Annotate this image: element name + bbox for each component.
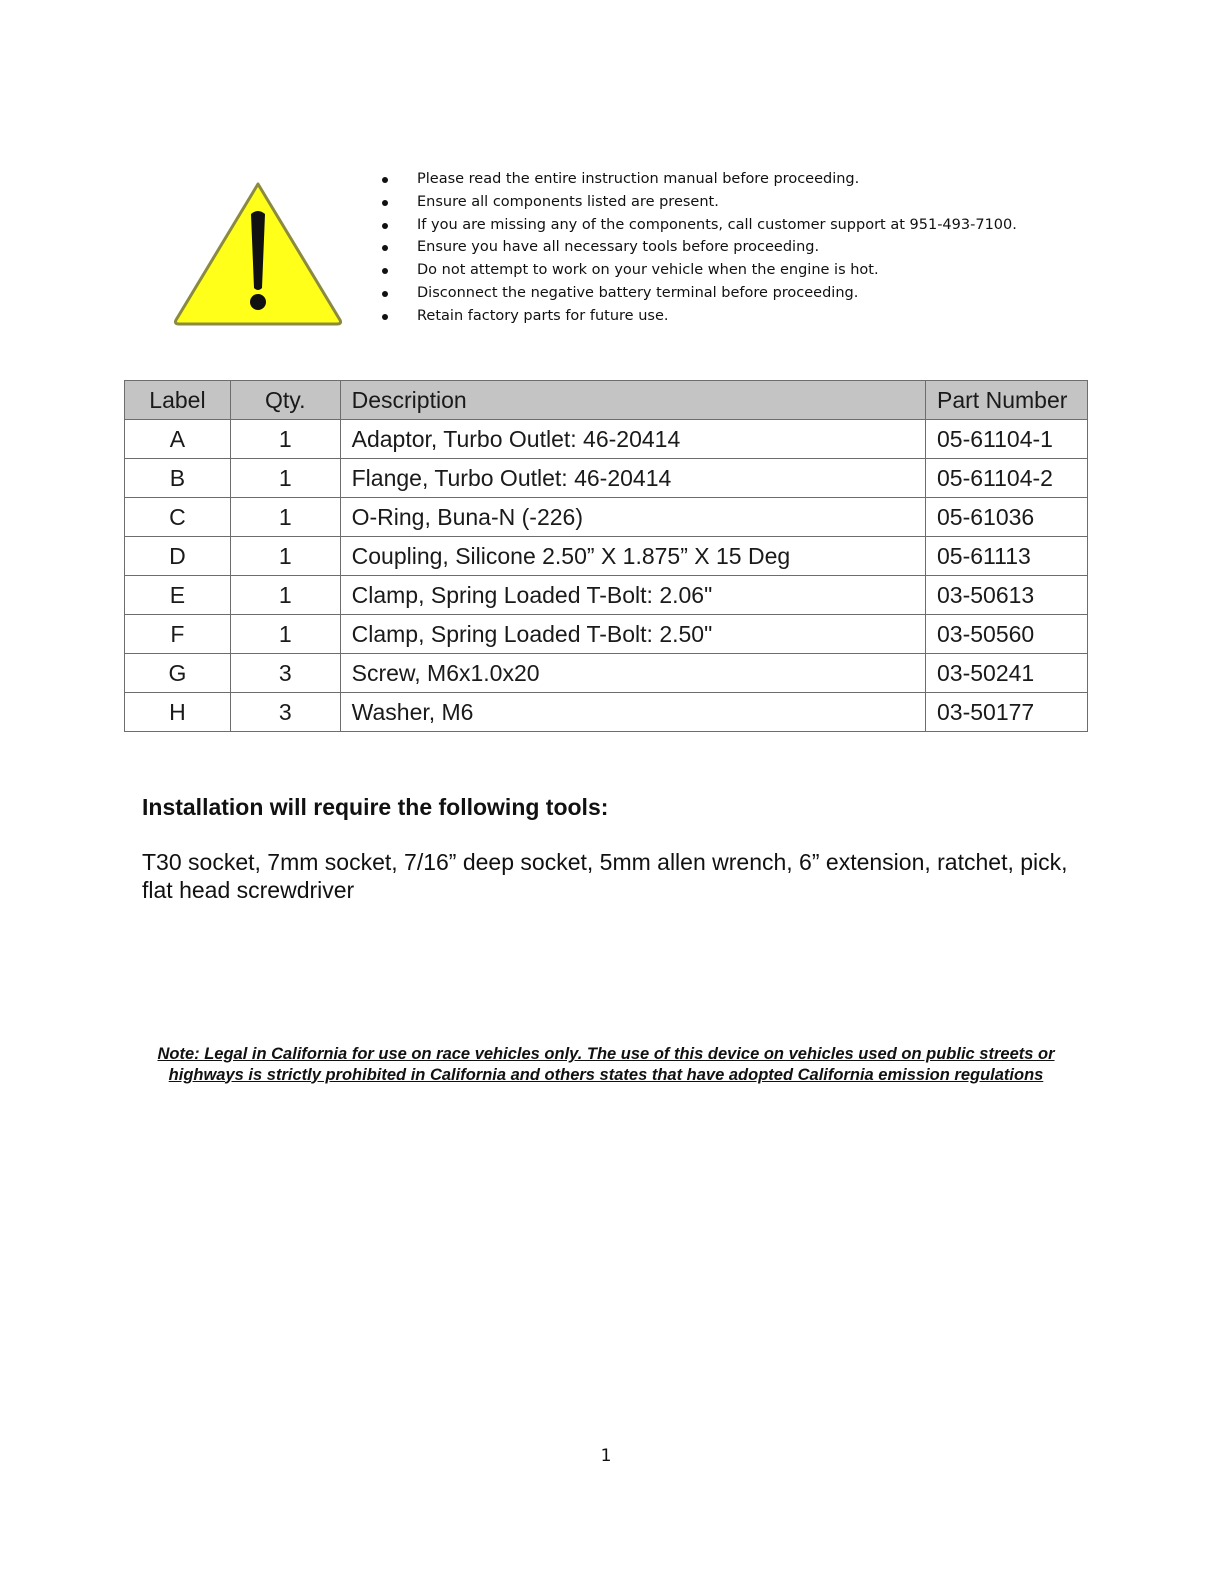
instruction-text: Ensure you have all necessary tools before proceeding.	[417, 239, 820, 256]
cell-description: Flange, Turbo Outlet: 46-20414	[340, 459, 925, 498]
bullet-icon	[382, 268, 388, 274]
table-row	[125, 654, 1088, 693]
cell-qty: 1	[230, 459, 340, 498]
cell-label: E	[125, 576, 231, 615]
instruction-text: If you are missing any of the components, call customer support at 951-493-7100.	[417, 216, 1017, 233]
warning-triangle-icon	[172, 178, 344, 330]
column-header-part-number: Part Number	[926, 381, 1088, 420]
cell-part-number: 03-50241	[926, 654, 1088, 693]
bullet-icon	[382, 291, 388, 297]
column-header-description: Description	[340, 381, 925, 420]
instruction-text: Please read the entire instruction manual before proceeding.	[417, 171, 860, 187]
instruction-item	[378, 236, 1017, 259]
instruction-text: Do not attempt to work on your vehicle when the engine is hot.	[417, 262, 879, 279]
cell-label: C	[125, 498, 231, 537]
column-header-label: Label	[125, 381, 231, 420]
table-row	[125, 459, 1088, 498]
instruction-text: Retain factory parts for future use.	[417, 307, 669, 324]
cell-part-number: 03-50613	[926, 576, 1088, 615]
tools-list: T30 socket, 7mm socket, 7/16” deep socket, 5mm allen wrench, 6” extension, ratchet, pick, flat head screwdriver	[142, 849, 1068, 903]
instruction-item	[378, 282, 1017, 305]
cell-description: Clamp, Spring Loaded T-Bolt: 2.50"	[340, 615, 925, 654]
cell-description: O-Ring, Buna-N (-226)	[340, 498, 925, 537]
instruction-item	[378, 259, 1017, 282]
cell-part-number: 03-50177	[926, 693, 1088, 732]
cell-description: Washer, M6	[340, 693, 925, 732]
cell-label: G	[125, 654, 231, 693]
cell-label: A	[125, 420, 231, 459]
bullet-icon	[382, 177, 388, 183]
bullet-icon	[382, 200, 388, 206]
cell-qty: 3	[230, 693, 340, 732]
bullet-icon	[382, 314, 388, 320]
instruction-list	[378, 168, 1017, 328]
cell-part-number: 05-61104-1	[926, 420, 1088, 459]
cell-qty: 1	[230, 576, 340, 615]
cell-qty: 1	[230, 615, 340, 654]
cell-part-number: 05-61036	[926, 498, 1088, 537]
cell-part-number: 05-61113	[926, 537, 1088, 576]
table-row	[125, 576, 1088, 615]
cell-description: Adaptor, Turbo Outlet: 46-20414	[340, 420, 925, 459]
table-row	[125, 498, 1088, 537]
parts-table	[124, 380, 1088, 732]
cell-description: Coupling, Silicone 2.50” X 1.875” X 15 Deg	[340, 537, 925, 576]
cell-qty: 1	[230, 537, 340, 576]
table-row	[125, 420, 1088, 459]
instruction-item	[378, 305, 1017, 328]
cell-qty: 1	[230, 498, 340, 537]
instruction-text: Disconnect the negative battery terminal before proceeding.	[417, 284, 859, 301]
cell-part-number: 03-50560	[926, 615, 1088, 654]
cell-qty: 3	[230, 654, 340, 693]
cell-qty: 1	[230, 420, 340, 459]
warning-exclamation-dot	[250, 294, 266, 310]
instruction-item	[378, 191, 1017, 214]
bullet-icon	[382, 223, 388, 229]
tools-heading: Installation will require the following tools:	[142, 794, 609, 820]
cell-label: F	[125, 615, 231, 654]
table-row	[125, 615, 1088, 654]
page-number: 1	[600, 1446, 612, 1466]
legal-note: Note: Legal in California for use on race vehicles only. The use of this device on vehicles used on public streets or highways is strictly prohibited in California and others states that have adopted California emission regulations	[157, 1045, 1055, 1084]
instruction-text: Ensure all components listed are present.	[417, 193, 719, 210]
cell-label: D	[125, 537, 231, 576]
table-row	[125, 537, 1088, 576]
instruction-item	[378, 168, 1017, 191]
cell-label: H	[125, 693, 231, 732]
parts-table-header-row	[125, 381, 1088, 420]
column-header-qty: Qty.	[230, 381, 340, 420]
cell-description: Clamp, Spring Loaded T-Bolt: 2.06"	[340, 576, 925, 615]
bullet-icon	[382, 245, 388, 251]
cell-part-number: 05-61104-2	[926, 459, 1088, 498]
table-row	[125, 693, 1088, 732]
cell-label: B	[125, 459, 231, 498]
cell-description: Screw, M6x1.0x20	[340, 654, 925, 693]
instruction-item	[378, 214, 1017, 237]
